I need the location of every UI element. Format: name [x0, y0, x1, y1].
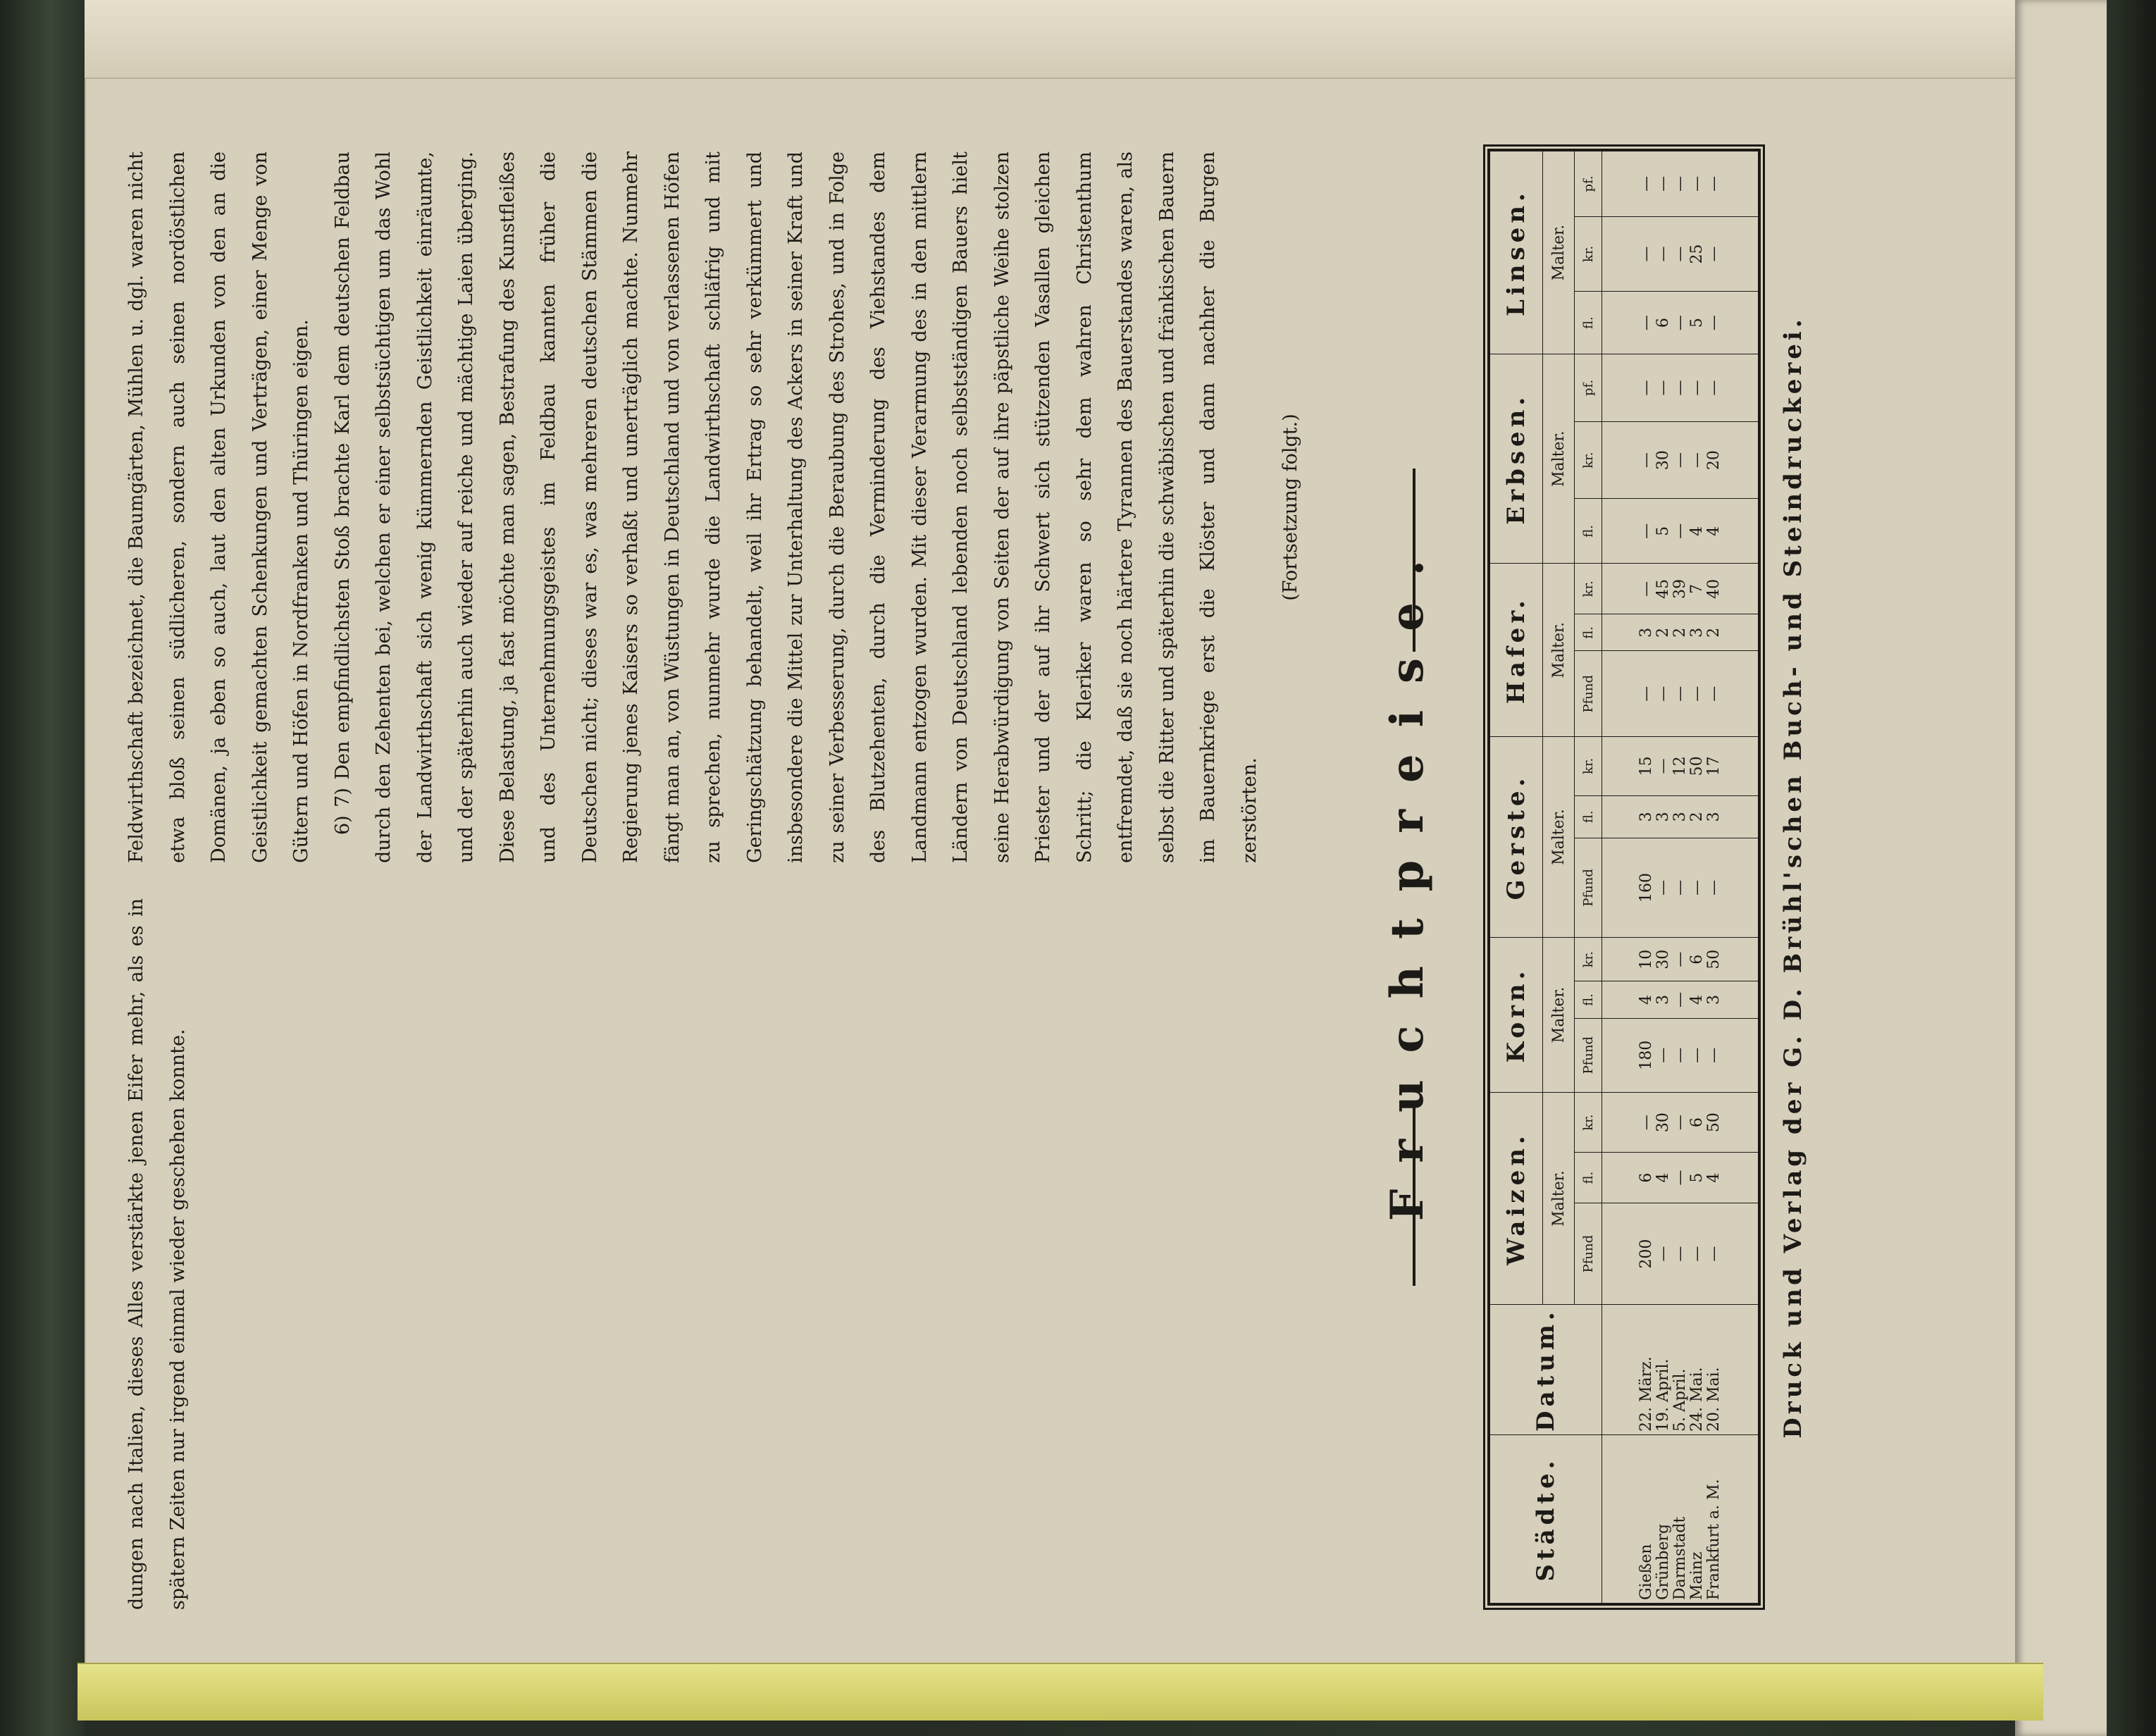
price-value: 4	[1704, 526, 1723, 536]
text-column-right	[116, 151, 1312, 863]
price-value: —	[1671, 1170, 1689, 1186]
date-value: 20. Mai.	[1704, 1367, 1723, 1432]
col-header-grain: Hafer.	[1490, 564, 1543, 737]
unit-pfund: Pfund	[1575, 651, 1602, 737]
price-value: —	[1671, 380, 1689, 396]
col-header-grain: Korn.	[1490, 938, 1543, 1093]
price-value: 7	[1687, 583, 1706, 594]
price-value: 3	[1637, 812, 1655, 822]
price-value: 17	[1704, 756, 1723, 776]
price-cell-column	[1602, 981, 1759, 1018]
price-value: —	[1704, 315, 1723, 331]
price-value: —	[1671, 315, 1689, 331]
unit-header: Malter.	[1543, 564, 1575, 737]
price-value: —	[1637, 246, 1655, 262]
price-value: —	[1687, 175, 1706, 192]
price-value: 4	[1687, 995, 1706, 1005]
date-list	[1602, 1305, 1759, 1435]
price-value: —	[1671, 452, 1689, 469]
price-value: 3	[1687, 627, 1706, 638]
section-heading: Fruchtpreise.	[1381, 533, 1434, 1222]
price-value: —	[1687, 1246, 1706, 1262]
price-cell-column	[1602, 564, 1759, 614]
price-value: —	[1637, 452, 1655, 469]
price-value: 5	[1654, 526, 1672, 536]
unit-pfund: Pfund	[1575, 1203, 1602, 1304]
price-cell-column	[1602, 1203, 1759, 1304]
price-value: 4	[1637, 995, 1655, 1005]
city-name: Mainz	[1687, 1551, 1706, 1600]
price-value: —	[1637, 523, 1655, 539]
price-value: —	[1687, 1047, 1706, 1063]
date-value: 19. April.	[1654, 1358, 1672, 1432]
price-value: —	[1671, 175, 1689, 192]
price-cell-column	[1602, 151, 1759, 217]
price-value: —	[1671, 686, 1689, 702]
price-cell-column	[1602, 651, 1759, 737]
rotated-page-content	[88, 102, 1948, 1652]
date-value: 22. März.	[1637, 1356, 1655, 1432]
price-value: —	[1671, 951, 1689, 967]
date-value: 24. Mai.	[1687, 1367, 1706, 1432]
price-value: 45	[1654, 578, 1672, 599]
unit-fl: fl.	[1575, 292, 1602, 354]
price-value: 12	[1671, 756, 1689, 776]
price-value: 2	[1654, 627, 1672, 638]
price-value: —	[1704, 880, 1723, 896]
price-value: 4	[1654, 1172, 1672, 1183]
date-value: 5. April.	[1671, 1368, 1689, 1432]
price-value: —	[1704, 1246, 1723, 1262]
col-header-grain: Gerste.	[1490, 737, 1543, 938]
price-value: 3	[1654, 995, 1672, 1005]
price-value: 3	[1704, 995, 1723, 1005]
price-value: 2	[1704, 627, 1723, 638]
price-cell-column	[1602, 1018, 1759, 1092]
unit-pf: pf.	[1575, 354, 1602, 422]
price-value: —	[1704, 175, 1723, 192]
price-value: 3	[1704, 812, 1723, 822]
price-cell-column	[1602, 838, 1759, 937]
unit-kr: kr.	[1575, 1092, 1602, 1152]
price-value: 30	[1654, 1112, 1672, 1133]
city-name: Darmstadt	[1671, 1516, 1689, 1600]
price-value: 2	[1687, 812, 1706, 822]
price-cell-column	[1602, 1092, 1759, 1152]
price-value: —	[1654, 380, 1672, 396]
price-value: —	[1654, 246, 1672, 262]
unit-fl: fl.	[1575, 614, 1602, 651]
unit-kr: kr.	[1575, 564, 1602, 614]
price-value: 50	[1687, 756, 1706, 776]
unit-pf: pf.	[1575, 151, 1602, 217]
price-value: 6	[1687, 954, 1706, 965]
col-header-date: Datum.	[1490, 1305, 1602, 1435]
price-value: 10	[1637, 949, 1655, 969]
price-cell-column	[1602, 499, 1759, 564]
price-value: —	[1637, 175, 1655, 192]
unit-pfund: Pfund	[1575, 838, 1602, 937]
price-value: —	[1637, 1115, 1655, 1131]
price-value: —	[1637, 315, 1655, 331]
price-cell-column	[1602, 614, 1759, 651]
city-name: Frankfurt a. M.	[1704, 1479, 1723, 1600]
price-cell-column	[1602, 737, 1759, 796]
price-value: 3	[1637, 627, 1655, 638]
unit-fl: fl.	[1575, 1153, 1602, 1203]
price-value: —	[1687, 452, 1706, 469]
city-name: Grünberg	[1654, 1523, 1672, 1600]
unit-fl: fl.	[1575, 499, 1602, 564]
price-value: 20	[1704, 450, 1723, 471]
price-value: —	[1671, 523, 1689, 539]
price-value: —	[1654, 880, 1672, 896]
price-value: —	[1654, 686, 1672, 702]
unit-kr: kr.	[1575, 421, 1602, 499]
price-cell-column	[1602, 216, 1759, 291]
unit-header: Malter.	[1543, 938, 1575, 1093]
price-value: 6	[1687, 1117, 1706, 1128]
book-spine-left	[0, 0, 85, 1736]
price-value: 5	[1687, 318, 1706, 328]
book-cover-right	[2107, 0, 2156, 1736]
price-value: —	[1637, 686, 1655, 702]
gilt-page-edges	[78, 1663, 2043, 1720]
price-value: —	[1654, 175, 1672, 192]
unit-fl: fl.	[1575, 795, 1602, 838]
unit-header: Malter.	[1543, 354, 1575, 564]
price-value: 30	[1654, 949, 1672, 969]
price-cell-column	[1602, 292, 1759, 354]
price-value: 40	[1704, 578, 1723, 599]
printer-imprint: Druck und Verlag der G. D. Brühl'schen Buch- und Steindruckerei.	[1779, 316, 1807, 1439]
price-value: 4	[1687, 526, 1706, 536]
price-cell-column	[1602, 421, 1759, 499]
unit-header: Malter.	[1543, 151, 1575, 354]
col-header-cities: Städte.	[1490, 1435, 1602, 1604]
unit-kr: kr.	[1575, 737, 1602, 796]
col-header-grain: Erbsen.	[1490, 354, 1543, 564]
price-cell-column	[1602, 354, 1759, 422]
price-value: —	[1704, 686, 1723, 702]
col-header-grain: Linsen.	[1490, 151, 1543, 354]
price-value: —	[1704, 246, 1723, 262]
grain-price-table	[1483, 144, 1765, 1610]
price-value: —	[1687, 380, 1706, 396]
price-value: —	[1671, 880, 1689, 896]
price-value: —	[1671, 1047, 1689, 1063]
unit-header: Malter.	[1543, 1092, 1575, 1304]
text-column-left	[116, 898, 199, 1610]
price-value: 4	[1704, 1172, 1723, 1183]
price-value: —	[1671, 1246, 1689, 1262]
city-name: Gießen	[1637, 1544, 1655, 1600]
price-cell-column	[1602, 795, 1759, 838]
price-value: —	[1704, 380, 1723, 396]
price-value: —	[1654, 1047, 1672, 1063]
paragraph: 6) 7) Den empfindlichsten Stoß brachte Karl dem deutschen Feldbau durch den Zehenten bei, welchen er einer selbstsüchtigen um das Wohl der Landwirthschaft sich wenig kümmernden Geistlichkeit einräumte, und der späterhin auch wieder auf reiche und mächtige Laien überging. Diese Belastung, ja fast möchte man sagen, Bestrafung des Kunstfleißes und des Unternehmungsgeistes im Feldbau kannten früher die Deutschen nicht; dieses war es, was mehreren deutschen Stämmen die Regierung jenes Kaisers so verhaßt und unerträglich machte. Nunmehr fängt man an, von Wüstungen in Deutschland und von verlassenen Höfen zu sprechen, nunmehr wurde die Landwirthschaft schläfrig und mit Geringschätzung behandelt, weil ihr Ertrag so sehr verkümmert und insbesondere die Mittel zur Unterhaltung des Ackers in seiner Kraft und zu seiner Verbesserung, durch die Beraubung des Strohes, und in Folge des Blutzehenten, durch die Verminderung des Viehstandes dem Landmann entzogen wurden. Mit dieser Verarmung des in den mittlern Ländern von Deutschland lebenden noch selbstständigen Bauers hielt seine Herabwürdigung von Seiten der auf ihre päpstliche Weihe stolzen Priester und der auf ihr Schwert sich stützenden Vasallen gleichen Schritt; die Kleriker waren so sehr dem wahren Christenthum entfremdet, daß sie noch härtere Tyrannen des Bauerstandes waren, als selbst die Ritter und späterhin die schwäbischen und fränkischen Bauern im Bauernkriege erst die Klöster und dann nachher die Burgen zerstörten.	[331, 151, 1260, 863]
price-value: —	[1654, 758, 1672, 774]
price-value: —	[1637, 380, 1655, 396]
price-cell-column	[1602, 938, 1759, 981]
price-value: 50	[1704, 1112, 1723, 1133]
paragraph: dungen nach Italien, dieses Alles verstärkte jenen Eifer mehr, als es in spätern Zeiten nur irgend einmal wieder geschehen konnte.	[125, 898, 189, 1610]
price-value: —	[1671, 992, 1689, 1008]
unit-fl: fl.	[1575, 981, 1602, 1018]
price-value: —	[1637, 581, 1655, 597]
price-value: 2	[1671, 627, 1689, 638]
price-value: 5	[1687, 1172, 1706, 1183]
price-cell-column	[1602, 1153, 1759, 1203]
price-value: 6	[1654, 318, 1672, 328]
price-value: 160	[1637, 873, 1655, 903]
price-value: 15	[1637, 756, 1655, 776]
unit-kr: kr.	[1575, 216, 1602, 291]
paragraph: Feldwirthschaft bezeichnet, die Baumgärten, Mühlen u. dgl. waren nicht etwa bloß seinen südlicheren, sondern auch seinen nordöstlichen Domänen, ja eben so auch, laut den alten Urkunden von den an die Geistlichkeit gemachten Schenkungen und Verträgen, einer Menge von Gütern und Höfen in Nordfranken und Thüringen eigen.	[125, 151, 312, 863]
price-value: 50	[1704, 949, 1723, 969]
price-value: 200	[1637, 1239, 1655, 1269]
col-header-grain: Waizen.	[1490, 1092, 1543, 1304]
price-value: 3	[1671, 812, 1689, 822]
price-value: —	[1654, 1246, 1672, 1262]
price-value: —	[1671, 1115, 1689, 1131]
price-value: 180	[1637, 1040, 1655, 1070]
price-value: —	[1671, 246, 1689, 262]
price-value: 25	[1687, 244, 1706, 264]
price-value: 39	[1671, 578, 1689, 599]
unit-kr: kr.	[1575, 938, 1602, 981]
unit-header: Malter.	[1543, 737, 1575, 938]
unit-pfund: Pfund	[1575, 1018, 1602, 1092]
continuation-note: (Fortsetzung folgt.)	[1280, 414, 1301, 601]
price-value: 3	[1654, 812, 1672, 822]
price-value: 6	[1637, 1172, 1655, 1183]
price-value: —	[1687, 880, 1706, 896]
price-value: —	[1704, 1047, 1723, 1063]
city-list	[1602, 1435, 1759, 1604]
price-value: 30	[1654, 450, 1672, 471]
price-value: —	[1687, 686, 1706, 702]
